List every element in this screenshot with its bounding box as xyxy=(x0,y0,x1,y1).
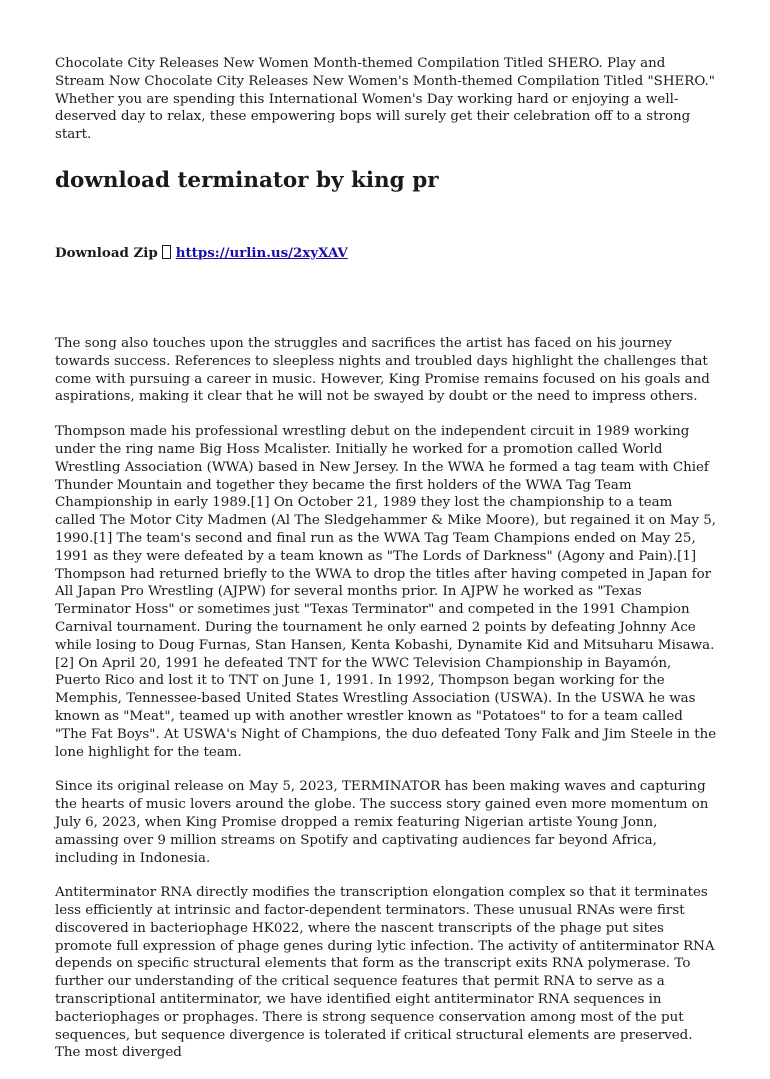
body-paragraph: Thompson made his professional wrestling debut on the independent circuit in 1989 working under the ring name Big Hoss Mcalister. Initially he worked for a promotion called World Wrestling Association (WWA) based in New Jersey. In the WWA he formed a tag team with Chief Thunder Mountain and together they became the first holders of the WWA Tag Team Championship in early 1989.[1] On October 21, 1989 they lost the championship to a team called The Motor City Madmen (Al The Sledgehammer & Mike Moore), but regained it on May 5, 1990.[1] The team's second and final run as the WWA Tag Team Champions ended on May 25, 1991 as they were defeated by a team known as "The Lords of Darkness" (Agony and Pain).[1] Thompson had returned briefly to the WWA to drop the titles after having competed in Japan for All Japan Pro Wrestling (AJPW) for several months prior. In AJPW he worked as "Texas Terminator Hoss" or sometimes just "Texas Terminator" and competed in the 1991 Champion Carnival tournament. During the tournament he only earned 2 points by defeating Johnny Ace while losing to Doug Furnas, Stan Hansen, Kenta Kobashi, Dynamite Kid and Mitsuharu Misawa.[2] On April 20, 1991 he defeated TNT for the WWC Television Championship in Bayamón, Puerto Rico and lost it to TNT on June 1, 1991. In 1992, Thompson began working for the Memphis, Tennessee-based United States Wrestling Association (USWA). In the USWA he was known as "Meat", teamed up with another wrestler known as "Potatoes" to for a team called "The Fat Boys". At USWA's Night of Champions, the duo defeated Tony Falk and Jim Steele in the lone highlight for the team. xyxy=(55,424,717,760)
body-paragraph: The song also touches upon the struggles and sacrifices the artist has faced on his journey towards success. References to sleepless nights and troubled days highlight the challenges that come with pursuing a career in music. However, King Promise remains focused on his goals and aspirations, making it clear that he will not be swayed by doubt or the need to impress others. xyxy=(55,335,710,405)
download-link[interactable]: https://urlin.us/2xyXAV xyxy=(175,244,348,261)
arrow-icon xyxy=(162,245,171,259)
document-page xyxy=(55,55,717,1079)
download-line xyxy=(55,244,717,262)
page-title: download terminator by king pr xyxy=(55,167,439,193)
article-body xyxy=(55,335,717,1062)
body-paragraph: Since its original release on May 5, 2023, TERMINATOR has been making waves and capturing the hearts of music lovers around the globe. The success story gained even more momentum on July 6, 2023, when King Promise dropped a remix featuring Nigerian artiste Young Jonn, amassing over 9 million streams on Spotify and captivating audiences far beyond Africa, including in Indonesia. xyxy=(55,779,709,866)
download-label: Download Zip xyxy=(55,244,158,261)
body-paragraph: Antiterminator RNA directly modifies the transcription elongation complex so that it terminates less efficiently at intrinsic and factor-dependent terminators. These unusual RNAs were first discovered in bacteriophage HK022, where the nascent transcripts of the phage put sites promote full expression of phage genes during lytic infection. The activity of antiterminator RNA depends on specific structural elements that form as the transcript exits RNA polymerase. To further our understanding of the critical sequence features that permit RNA to serve as a transcriptional antiterminator, we have identified eight antiterminator RNA sequences in bacteriophages or prophages. There is strong sequence conservation among most of the put sequences, but sequence divergence is tolerated if critical structural elements are preserved. The most diverged xyxy=(55,885,715,1061)
intro-paragraph: Chocolate City Releases New Women Month-themed Compilation Titled SHERO. Play and Stream Now Chocolate City Releases New Women's Month-themed Compilation Titled "SHERO." Whether you are spending this International Women's Day working hard or enjoying a well-deserved day to relax, these empowering bops will surely get their celebration off to a strong start. xyxy=(55,56,715,143)
